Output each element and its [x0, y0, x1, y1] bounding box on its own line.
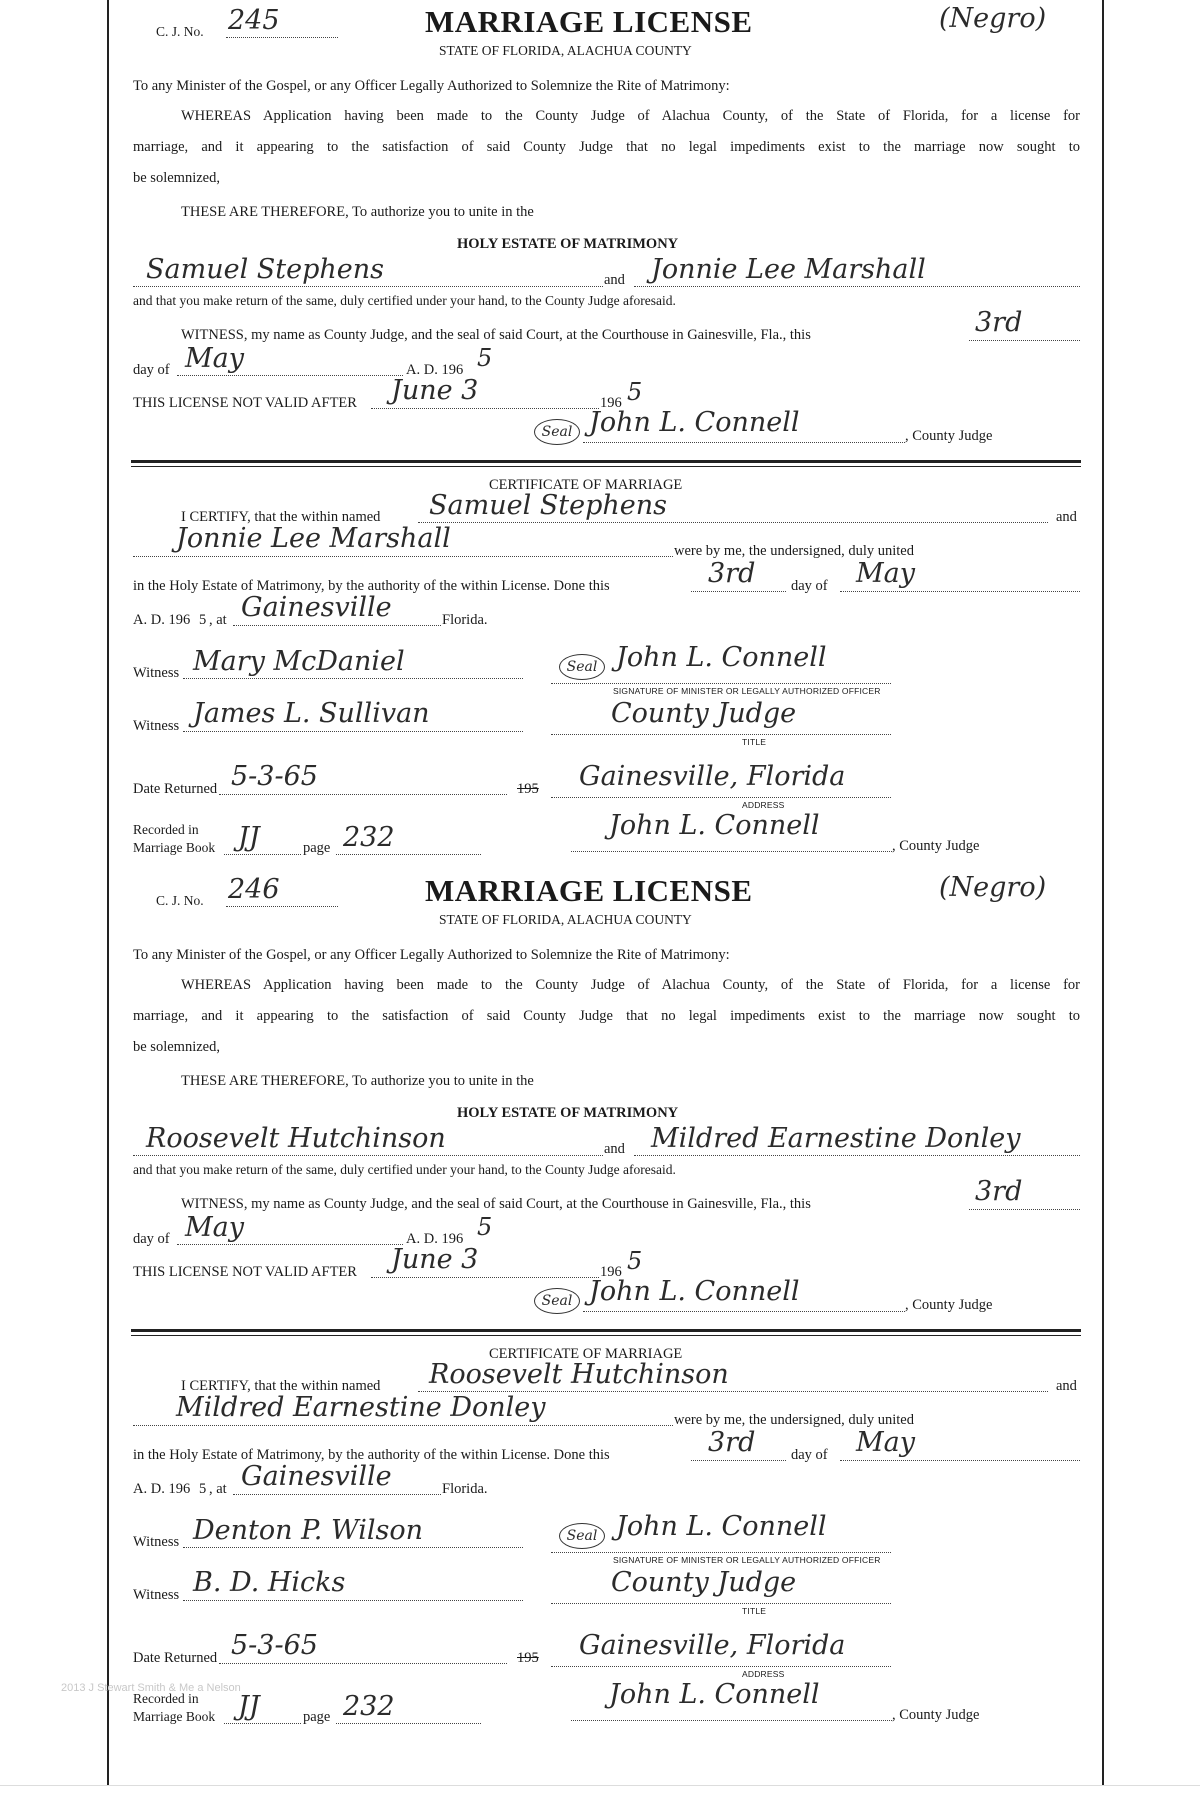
book-line	[224, 854, 301, 855]
witness-2-label	[133, 1587, 179, 1604]
field-text: County Judge	[611, 1567, 797, 1598]
field-text: ADDRESS	[742, 800, 785, 810]
officer-label	[613, 686, 881, 696]
field-text: in the Holy Estate of Matrimony, by the authority of the within License. Done this	[133, 1447, 610, 1463]
field-text: day of	[791, 1447, 828, 1463]
day-line	[969, 340, 1080, 341]
judge-signature	[589, 1278, 799, 1305]
officer-line	[551, 1552, 891, 1553]
cj-no-line	[226, 37, 338, 38]
field-text: June 3	[391, 1244, 479, 1275]
bride-line	[634, 1155, 1080, 1156]
field-text: and	[604, 272, 625, 288]
field-text: 245	[228, 5, 280, 36]
bride-name	[651, 1125, 1020, 1152]
field-text: Gainesville	[241, 592, 392, 623]
not-valid-line	[371, 408, 599, 409]
right-border-line	[1102, 0, 1104, 1785]
month-line	[177, 1244, 403, 1245]
field-text: Marriage Book	[133, 840, 216, 855]
cert-year-digit	[199, 1481, 206, 1498]
witness-1-label	[133, 1534, 179, 1551]
judge-line	[583, 442, 905, 443]
field-text: John L. Connell	[609, 810, 820, 841]
not-valid-date	[391, 377, 478, 404]
field-text: 196	[600, 1264, 622, 1280]
field-text: Marriage Book	[133, 1709, 216, 1724]
field-text: in the Holy Estate of Matrimony, by the authority of the within License. Done this	[133, 578, 610, 594]
field-text: 3rd	[708, 558, 756, 589]
not-valid-label	[133, 1264, 357, 1281]
not-valid-label	[133, 395, 357, 412]
recorder-county-judge-label	[892, 1707, 979, 1724]
field-text: May	[856, 1427, 915, 1458]
field-text: and	[1056, 509, 1077, 525]
license-day	[975, 309, 1022, 336]
field-text: STATE OF FLORIDA, ALACHUA COUNTY	[439, 912, 692, 927]
field-text: June 3	[391, 375, 479, 406]
field-text: Witness	[133, 1587, 180, 1603]
cert-day-of-label	[791, 1447, 828, 1464]
field-text: Date Returned	[133, 781, 218, 797]
field-text: Seal	[541, 424, 573, 440]
cert-day-of-label	[791, 578, 828, 595]
field-text: 3rd	[975, 1176, 1023, 1207]
cert-place-line	[233, 625, 441, 626]
not-valid-year-digit	[627, 380, 642, 404]
license-year-digit	[477, 346, 492, 370]
watermark-text: 2013 J Stewart Smith & Me a Nelson	[61, 1682, 241, 1694]
cj-number	[228, 7, 280, 34]
not-valid-date	[391, 1246, 478, 1273]
field-text: , County Judge	[892, 838, 980, 854]
field-text: B. D. Hicks	[193, 1567, 346, 1598]
groom-line	[133, 286, 603, 287]
field-text: 5	[627, 1247, 643, 1275]
recorded-label-1	[133, 822, 199, 838]
field-text: 232	[343, 822, 395, 853]
therefore-line	[181, 204, 534, 221]
page-label	[303, 840, 330, 857]
cert-day	[708, 1429, 755, 1456]
cert-day-line	[691, 1460, 786, 1461]
license-title	[425, 873, 753, 909]
field-text: be solemnized,	[133, 170, 220, 186]
field-text: MARRIAGE LICENSE	[425, 4, 753, 39]
marriage-book	[238, 1693, 260, 1720]
field-text: day of	[791, 578, 828, 594]
month-line	[177, 375, 403, 376]
cert-month	[856, 1429, 915, 1456]
license-subtitle	[439, 43, 692, 59]
cert-month	[856, 560, 915, 587]
field-text: THESE ARE THEREFORE, To authorize you to unite in the	[181, 204, 534, 220]
field-text: Recorded in	[133, 822, 199, 837]
field-text: JJ	[238, 1691, 260, 1722]
officer-title	[611, 1569, 796, 1596]
officer-seal-mark	[559, 654, 605, 680]
title-label	[742, 1606, 766, 1616]
field-text: I CERTIFY, that the within named	[181, 1378, 381, 1394]
officer-title	[611, 700, 796, 727]
address-label	[742, 1669, 785, 1679]
and-label	[604, 272, 625, 289]
license-month	[185, 1214, 244, 1241]
title-line	[551, 1603, 891, 1604]
bride-name	[651, 256, 926, 283]
cert-day	[708, 560, 755, 587]
field-text: 5-3-65	[231, 1630, 318, 1661]
field-text: SIGNATURE OF MINISTER OR LEGALLY AUTHORIZED OFFICER	[613, 686, 881, 696]
field-text: 5-3-65	[231, 761, 318, 792]
cert-and-label	[1056, 1378, 1077, 1395]
field-text: HOLY ESTATE OF MATRIMONY	[457, 1105, 679, 1121]
field-text: 246	[228, 874, 280, 905]
field-text: STATE OF FLORIDA, ALACHUA COUNTY	[439, 43, 692, 58]
salutation	[133, 947, 730, 964]
cj-number	[228, 876, 280, 903]
county-judge-label	[905, 428, 992, 445]
recorder-line	[571, 1720, 892, 1721]
field-text: Mary McDaniel	[193, 646, 405, 677]
field-text: and that you make return of the same, duly certified under your hand, to the County Judge aforesaid.	[133, 1162, 676, 1177]
field-text: Seal	[566, 659, 598, 675]
field-text: and that you make return of the same, duly certified under your hand, to the County Judge aforesaid.	[133, 293, 676, 308]
court-seal-mark	[534, 419, 580, 445]
field-text: day of	[133, 1231, 170, 1247]
field-text: Witness	[133, 1534, 180, 1550]
field-text: John L. Connell	[616, 642, 827, 673]
court-seal-mark	[534, 1288, 580, 1314]
field-text: CERTIFICATE OF MARRIAGE	[489, 477, 683, 493]
field-text: Samuel Stephens	[429, 490, 668, 521]
cert-groom-name	[429, 492, 667, 519]
address-line	[551, 1666, 891, 1667]
witness-2-name	[193, 700, 430, 727]
field-text: May	[185, 343, 244, 374]
field-text: 196	[600, 395, 622, 411]
officer-seal-mark	[559, 1523, 605, 1549]
field-text: 232	[343, 1691, 395, 1722]
field-text: Samuel Stephens	[146, 254, 385, 285]
cert-place-line	[233, 1494, 441, 1495]
recorder-county-judge-label	[892, 838, 979, 855]
field-text: James L. Sullivan	[193, 698, 430, 729]
witness-1-name	[193, 648, 405, 675]
recorder-signature	[609, 1681, 819, 1708]
field-text: 195	[517, 1650, 539, 1666]
field-text: , at	[209, 1481, 227, 1497]
whereas-line-2	[133, 139, 1080, 156]
field-text: A. D. 196	[406, 1231, 464, 1247]
field-text: SIGNATURE OF MINISTER OR LEGALLY AUTHORIZED OFFICER	[613, 1555, 881, 1565]
field-text: page	[303, 840, 331, 856]
field-text: MARRIAGE LICENSE	[425, 873, 753, 908]
whereas-line-3	[133, 170, 220, 187]
officer-address	[579, 1632, 845, 1659]
license-day	[975, 1178, 1022, 1205]
officer-signature	[616, 644, 826, 671]
witness-text	[181, 327, 811, 344]
field-text: Date Returned	[133, 1650, 218, 1666]
field-text: John L. Connell	[616, 1511, 827, 1542]
field-text: May	[856, 558, 915, 589]
field-text: were by me, the undersigned, duly united	[674, 543, 914, 559]
date-returned-label	[133, 781, 217, 798]
groom-line	[133, 1155, 603, 1156]
day-of-label	[133, 1231, 170, 1248]
field-text: 5	[477, 344, 493, 372]
field-text: 5	[199, 1481, 207, 1497]
left-border-line	[107, 0, 109, 1785]
title-label	[742, 737, 766, 747]
cj-label	[156, 893, 204, 909]
cert-place	[241, 594, 392, 621]
field-text: John L. Connell	[589, 407, 800, 438]
license-title	[425, 4, 753, 40]
field-text: Florida.	[442, 1481, 488, 1497]
field-text: 5	[199, 612, 207, 628]
field-text: were by me, the undersigned, duly united	[674, 1412, 914, 1428]
field-text: 5	[477, 1213, 493, 1241]
date-returned-year	[517, 1650, 539, 1667]
cert-month-line	[840, 1460, 1080, 1461]
field-text: THIS LICENSE NOT VALID AFTER	[133, 395, 357, 411]
field-text: day of	[133, 362, 170, 378]
license-section-1	[131, 0, 1082, 870]
field-text: 3rd	[975, 307, 1023, 338]
field-text: be solemnized,	[133, 1039, 220, 1055]
field-text: THESE ARE THEREFORE, To authorize you to unite in the	[181, 1073, 534, 1089]
recorded-label-2	[133, 840, 215, 856]
page-label	[303, 1709, 330, 1726]
officer-line	[551, 683, 891, 684]
field-text: TITLE	[742, 1606, 767, 1616]
date-returned-line	[219, 794, 507, 795]
field-text: CERTIFICATE OF MARRIAGE	[489, 1346, 683, 1362]
title-line	[551, 734, 891, 735]
witness-2-line	[183, 731, 523, 732]
groom-name	[146, 1125, 446, 1152]
cert-place	[241, 1463, 392, 1490]
field-text: A. D. 196	[133, 612, 191, 628]
field-text: Mildred Earnestine Donley	[651, 1123, 1021, 1154]
florida-label	[442, 1481, 488, 1498]
field-text: Gainesville	[241, 1461, 392, 1492]
field-text: Denton P. Wilson	[193, 1515, 424, 1546]
field-text: Gainesville, Florida	[579, 1630, 846, 1661]
recorded-label-2	[133, 1709, 215, 1725]
florida-label	[442, 612, 488, 629]
recorder-line	[571, 851, 892, 852]
therefore-line	[181, 1073, 534, 1090]
field-text: Jonnie Lee Marshall	[176, 523, 451, 554]
day-line	[969, 1209, 1080, 1210]
cert-year-digit	[199, 612, 206, 629]
cert-groom-line	[418, 522, 1048, 523]
date-returned-line	[219, 1663, 507, 1664]
date-returned	[231, 1632, 318, 1659]
officer-address	[579, 763, 845, 790]
field-text: To any Minister of the Gospel, or any Officer Legally Authorized to Solemnize the Rite of Matrimony:	[133, 947, 730, 963]
field-text: A. D. 196	[406, 362, 464, 378]
cj-label	[156, 24, 204, 40]
marriage-book	[238, 824, 260, 851]
field-text: May	[185, 1212, 244, 1243]
race-note	[939, 5, 1046, 32]
witness-text	[181, 1196, 811, 1213]
field-text: 3rd	[708, 1427, 756, 1458]
whereas-line-3	[133, 1039, 220, 1056]
address-line	[551, 797, 891, 798]
field-text: C. J. No.	[156, 893, 204, 908]
field-text: WITNESS, my name as County Judge, and the seal of said Court, at the Courthouse in Gainesville, Fla., this	[181, 1196, 811, 1212]
field-text: Florida.	[442, 612, 488, 628]
not-valid-year-digit	[627, 1249, 642, 1273]
day-of-label	[133, 362, 170, 379]
field-text: and	[604, 1141, 625, 1157]
cert-day-line	[691, 591, 786, 592]
field-text: John L. Connell	[609, 1679, 820, 1710]
cert-ad-label	[133, 612, 190, 629]
witness-2-line	[183, 1600, 523, 1601]
license-section-2	[131, 869, 1082, 1739]
cj-no-line	[226, 906, 338, 907]
field-text: Gainesville, Florida	[579, 761, 846, 792]
field-text: page	[303, 1709, 331, 1725]
and-label	[604, 1141, 625, 1158]
page-number	[343, 1693, 395, 1720]
witness-1-label	[133, 665, 179, 682]
page-line	[336, 854, 481, 855]
field-text: 5	[627, 378, 643, 406]
date-returned-year	[517, 781, 539, 798]
officer-signature	[616, 1513, 826, 1540]
field-text: 195	[517, 781, 539, 797]
book-line	[224, 1723, 301, 1724]
cert-bride-line	[133, 1425, 673, 1426]
field-text: WHEREAS Application having been made to the County Judge of Alachua County, of the State of Florida, for a license for	[181, 108, 1080, 124]
at-label	[209, 612, 227, 629]
race-note	[939, 874, 1046, 901]
cert-groom-name	[429, 1361, 729, 1388]
field-text: TITLE	[742, 737, 767, 747]
field-text: Seal	[541, 1293, 573, 1309]
license-month	[185, 345, 244, 372]
cert-bride-name	[176, 525, 451, 552]
cert-ad-label	[133, 1481, 190, 1498]
field-text: Jonnie Lee Marshall	[651, 254, 926, 285]
witness-1-name	[193, 1517, 423, 1544]
field-text: ADDRESS	[742, 1669, 785, 1679]
bride-line	[634, 286, 1080, 287]
field-text: Roosevelt Hutchinson	[429, 1359, 729, 1390]
whereas-line-1	[181, 108, 1080, 125]
field-text: County Judge	[611, 698, 797, 729]
page-bottom-edge	[0, 1785, 1200, 1786]
date-returned	[231, 763, 318, 790]
witness-2-name	[193, 1569, 345, 1596]
field-text: Mildred Earnestine Donley	[176, 1392, 546, 1423]
witness-1-line	[183, 1547, 523, 1548]
not-valid-line	[371, 1277, 599, 1278]
field-text: Seal	[566, 1528, 598, 1544]
whereas-line-1	[181, 977, 1080, 994]
field-text: Witness	[133, 718, 180, 734]
field-text: Roosevelt Hutchinson	[146, 1123, 446, 1154]
field-text: Witness	[133, 665, 180, 681]
field-text: (Negro)	[939, 872, 1047, 903]
date-returned-label	[133, 1650, 217, 1667]
field-text: , at	[209, 612, 227, 628]
judge-signature	[589, 409, 799, 436]
license-year-digit	[477, 1215, 492, 1239]
county-judge-label	[905, 1297, 992, 1314]
field-text: C. J. No.	[156, 24, 204, 39]
witness-2-label	[133, 718, 179, 735]
page-line	[336, 1723, 481, 1724]
field-text: HOLY ESTATE OF MATRIMONY	[457, 236, 679, 252]
officer-label	[613, 1555, 881, 1565]
groom-name	[146, 256, 384, 283]
field-text: marriage, and it appearing to the satisfaction of said County Judge that no legal impediments exist to the marriage now sought to	[133, 1008, 1080, 1024]
page-number	[343, 824, 395, 851]
cert-and-label	[1056, 509, 1077, 526]
at-label	[209, 1481, 227, 1498]
field-text: I CERTIFY, that the within named	[181, 509, 381, 525]
field-text: THIS LICENSE NOT VALID AFTER	[133, 1264, 357, 1280]
field-text: , County Judge	[905, 428, 993, 444]
cert-month-line	[840, 591, 1080, 592]
witness-1-line	[183, 678, 523, 679]
field-text: , County Judge	[905, 1297, 993, 1313]
holy-estate-heading	[457, 236, 678, 253]
license-subtitle	[439, 912, 692, 928]
address-label	[742, 800, 785, 810]
field-text: marriage, and it appearing to the satisfaction of said County Judge that no legal impediments exist to the marriage now sought to	[133, 139, 1080, 155]
field-text: , County Judge	[892, 1707, 980, 1723]
return-text	[133, 1162, 676, 1178]
field-text: WITNESS, my name as County Judge, and the seal of said Court, at the Courthouse in Gainesville, Fla., this	[181, 327, 811, 343]
return-text	[133, 293, 676, 309]
field-text: To any Minister of the Gospel, or any Officer Legally Authorized to Solemnize the Rite of Matrimony:	[133, 78, 730, 94]
field-text: Recorded in	[133, 1691, 199, 1706]
field-text: John L. Connell	[589, 1276, 800, 1307]
cert-bride-line	[133, 556, 673, 557]
cert-bride-name	[176, 1394, 545, 1421]
field-text: A. D. 196	[133, 1481, 191, 1497]
whereas-line-2	[133, 1008, 1080, 1025]
salutation	[133, 78, 730, 95]
field-text: WHEREAS Application having been made to the County Judge of Alachua County, of the State of Florida, for a license for	[181, 977, 1080, 993]
holy-estate-heading	[457, 1105, 678, 1122]
field-text: (Negro)	[939, 3, 1047, 34]
judge-line	[583, 1311, 905, 1312]
recorder-signature	[609, 812, 819, 839]
field-text: JJ	[238, 822, 260, 853]
field-text: and	[1056, 1378, 1077, 1394]
